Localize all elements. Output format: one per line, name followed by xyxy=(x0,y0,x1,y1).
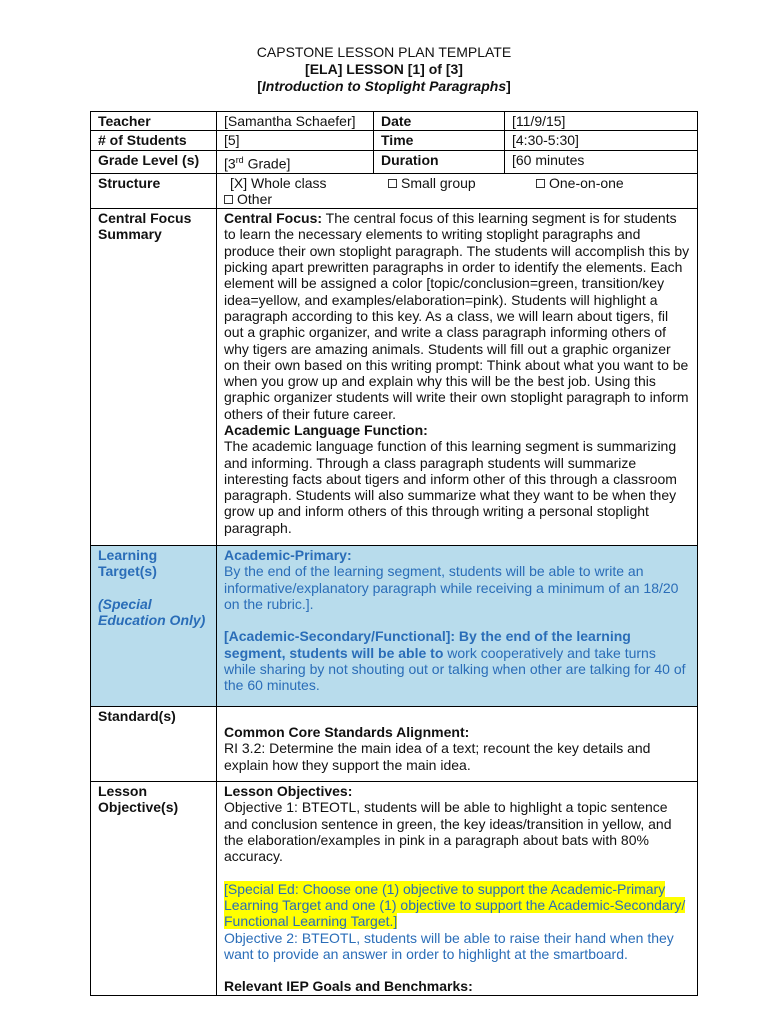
standards-text: RI 3.2: Determine the main idea of a text; recount the key details and explain how they support the main idea. xyxy=(224,740,651,773)
primary-heading: Academic-Primary: xyxy=(224,547,352,564)
row-structure xyxy=(91,173,698,209)
lesson-title-line xyxy=(0,78,768,95)
lesson-plan-table xyxy=(90,111,698,996)
objectives-content xyxy=(217,782,698,996)
spacer xyxy=(98,580,209,596)
secondary-paragraph xyxy=(224,628,690,693)
date-value: [11/9/15] xyxy=(505,112,698,131)
structure-small-group[interactable] xyxy=(388,175,536,191)
structure-one-on-one[interactable] xyxy=(536,175,684,191)
objective-2: Objective 2: BTEOTL, students will be able to raise their hand when they want to provide an answer in order to highlight at the smartboard. xyxy=(224,929,674,962)
lesson-number: [ELA] LESSON [1] of [3] xyxy=(305,61,463,77)
bracket-close: ] xyxy=(506,78,511,94)
structure-small-label: Small group xyxy=(401,174,476,191)
central-focus-label-2: Summary xyxy=(98,226,162,243)
special-ed-note xyxy=(224,881,690,930)
standards-content xyxy=(217,707,698,782)
spacer xyxy=(224,962,690,978)
document-title: CAPSTONE LESSON PLAN TEMPLATE xyxy=(256,44,512,60)
alf-text: The academic language function of this learning segment is summarizing and informing. Through a class paragraph students will summarize interesting facts about tigers and inform other of this through a classroom paragraph. Students will also summarize what they want to be when they grow up and inform others of this through writing a personal stoplight paragraph. xyxy=(224,438,677,536)
structure-other-label: Other xyxy=(237,190,273,207)
row-grade xyxy=(91,150,698,173)
learning-targets-label-1: Learning xyxy=(98,547,158,564)
structure-options xyxy=(217,173,698,209)
learning-targets-label-2: Target(s) xyxy=(98,563,157,580)
checkbox-icon[interactable] xyxy=(224,195,233,204)
learning-targets-content xyxy=(217,546,698,707)
learning-targets-label xyxy=(91,546,217,707)
alf-heading: Academic Language Function: xyxy=(224,422,428,438)
grade-post: Grade] xyxy=(243,155,291,172)
row-objectives xyxy=(91,782,698,996)
teacher-value: [Samantha Schaefer] xyxy=(217,112,374,131)
standards-label: Standard(s) xyxy=(91,707,217,782)
bracket-open: [ xyxy=(257,78,262,94)
structure-whole-class[interactable]: [X] Whole class xyxy=(230,174,327,191)
structure-other[interactable] xyxy=(224,191,272,207)
iep-heading: Relevant IEP Goals and Benchmarks: xyxy=(224,978,473,995)
learning-targets-label-4: Education Only) xyxy=(98,612,206,629)
students-label: # of Students xyxy=(91,131,217,150)
learning-targets-label-3: (Special xyxy=(98,595,152,612)
time-value: [4:30-5:30] xyxy=(505,131,698,150)
grade-label: Grade Level (s) xyxy=(91,150,217,173)
central-focus-text: The central focus of this learning segment is for students to learn the necessary elements to writing stoplight paragraphs and produce their own stoplight paragraph. The students will accomplish this by picking apart prewritten paragraphs in order to identify the elements. Each element will be assigned a color [topic/conclusion=green, transition/key idea=yellow, and examples/elaboration=pink). Students will highlight a paragraph according to this key. As a class, we will learn about tigers, fil out a graphic organizer, and write a class paragraph informing others of why tigers are amazing animals. Students will fill out a graphic organizer on their own based on this writing prompt: Think about what you want to be when you grow up and explain why this will be the best job. Using this graphic organizer students will write their own stoplight paragraph to inform others of their future career. xyxy=(224,210,690,422)
checkbox-icon[interactable] xyxy=(388,179,397,188)
structure-label: Structure xyxy=(91,173,217,209)
date-label: Date xyxy=(374,112,505,131)
students-value: [5] xyxy=(217,131,374,150)
spacer xyxy=(224,865,690,881)
document-header xyxy=(0,44,768,95)
central-focus-content xyxy=(217,209,698,546)
spacer xyxy=(224,708,690,724)
spacer xyxy=(224,612,690,628)
teacher-label: Teacher xyxy=(91,112,217,131)
primary-text: By the end of the learning segment, students will be able to write an informative/explanatory paragraph while receiving a minimum of an 18/20 on the rubric.]. xyxy=(224,563,679,613)
row-standards xyxy=(91,707,698,782)
objectives-label-1: Lesson xyxy=(98,783,148,800)
duration-label: Duration xyxy=(374,150,505,173)
lesson-title: Introduction to Stoplight Paragraphs xyxy=(261,78,507,94)
central-focus-label-1: Central Focus xyxy=(98,210,192,227)
standards-heading: Common Core Standards Alignment: xyxy=(224,724,470,741)
objectives-heading: Lesson Objectives: xyxy=(224,783,353,800)
objectives-label xyxy=(91,782,217,996)
central-focus-heading: Central Focus: xyxy=(224,210,323,227)
central-focus-label xyxy=(91,209,217,546)
time-label: Time xyxy=(374,131,505,150)
duration-value: [60 minutes xyxy=(505,150,698,173)
structure-one-label: One-on-one xyxy=(549,174,624,191)
grade-pre: [3 xyxy=(224,155,236,172)
objectives-label-2: Objective(s) xyxy=(98,799,179,816)
grade-value xyxy=(217,150,374,173)
secondary-text: work cooperatively and take turns while sharing by not shouting out or talking when other are talking for 40 of the 60 minutes. xyxy=(224,644,686,694)
row-students xyxy=(91,131,698,150)
central-focus-paragraph xyxy=(224,210,690,422)
row-central-focus xyxy=(91,209,698,546)
objective-1: Objective 1: BTEOTL, students will be able to highlight a topic sentence and conclusion sentence in green, the key ideas/transition in yellow, and the elaboration/examples in pink in a paragraph about bats with 80% accuracy. xyxy=(224,799,672,865)
secondary-heading: [Academic-Secondary/Functional]: By the end of the learning segment, students will be able to xyxy=(224,628,631,661)
checkbox-icon[interactable] xyxy=(536,179,545,188)
row-teacher xyxy=(91,112,698,131)
row-learning-targets xyxy=(91,546,698,707)
grade-sup: rd xyxy=(235,154,244,165)
special-ed-highlight: [Special Ed: Choose one (1) objective to support the Academic-Primary Learning Target and one (1) objective to support the Academic-Secondary/ Functional Learning Target.] xyxy=(224,880,686,930)
